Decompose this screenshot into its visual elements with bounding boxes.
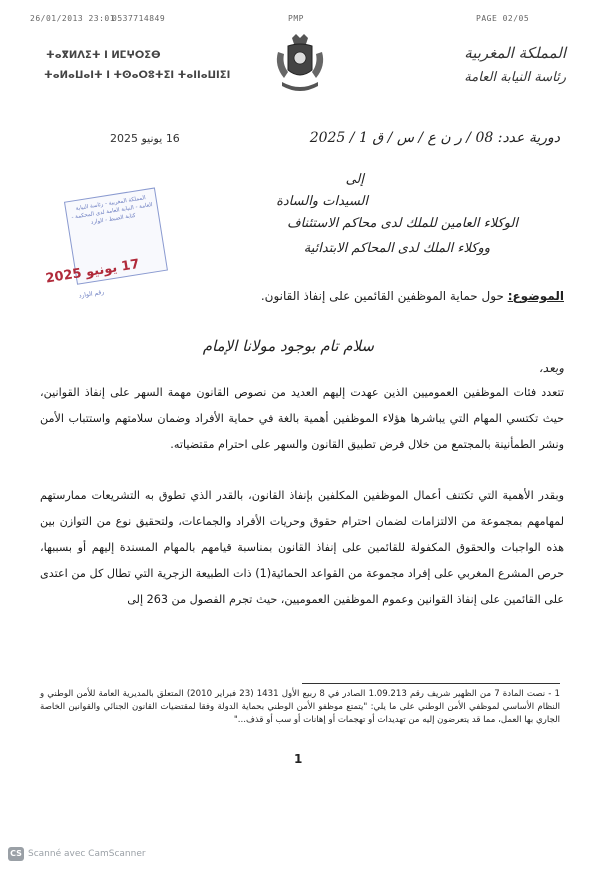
fax-number: 0537714849 (112, 14, 166, 23)
stamp-sub: رقم الوارد (78, 288, 105, 300)
recipient-to: إلى (345, 172, 364, 187)
kingdom-title: المملكة المغربية (464, 44, 566, 62)
subject-text: حول حماية الموظفين القائمين على إنفاذ القانون. (260, 289, 508, 303)
receipt-stamp (34, 187, 175, 313)
page-number: 1 (294, 752, 303, 766)
fax-sender: PMP (288, 14, 304, 23)
tifinagh-presidency: ⵜⴰⵍⴰⵡⴰⵏⵜ ⵏ ⵜⵙⴰⵔⵓⵜⵉⵏ ⵜⴰⵏⵏⴰⵡⵏⵉⵏ (44, 70, 231, 81)
presidency-title: رئاسة النيابة العامة (464, 70, 566, 85)
paragraph-2: وبقدر الأهمية التي تكتنف أعمال الموظفين المكلفين بإنفاذ القانون، بالقدر الذي تطوق به التشريعات ممارستهم لمهامهم بمجموعة من الالتزامات لضمان احترام حقوق وحريات الأفراد والجماعات، ولتحقيق نوع من التوازن بين هذه الواجبات والحقوق المكفولة للقائمين على إنفاذ القانون بمناسبة قيامهم بالمهام المسندة إليهم أو بسببها، حرص المشرع المغربي على إفراد مجموعة من القواعد الحمائية(1) ذات الطبيعة الزجرية التي تطال كل من اعتدى على القائمين على إنفاذ القوانين وعموم الموظفين العموميين، حيث تجرم الفصول من 263 إلى (40, 489, 565, 606)
paragraph-1: تتعدد فئات الموظفين العموميين الذين عهدت إليهم العديد من نصوص القانون مهمة السهر على إنفاذ القوانين، حيث تكتسي المهام التي يباشرها هؤلاء الموظفين أهمية بالغة في حماية الأفراد وضمان سلامتهم واستتباب الأمن ونشر الطمأنينة بالمجتمع من خلال فرض تطبيق القانون والسهر على احترام مقتضياته. (40, 386, 564, 451)
circular-reference: دورية عدد: 08 / ر ن ع / س / ق 1 / 2025 (309, 130, 560, 146)
recipient-line-2: الوكلاء العامين للملك لدى محاكم الاستئناف (287, 216, 518, 231)
stamp-date: 17 يونيو 2025 (44, 256, 141, 287)
footnote-divider (302, 683, 560, 684)
footnote: 1 - نصت المادة 7 من الظهير شريف رقم 1.09.213 الصادر في 8 ربيع الأول 1431 (23 فبراير 2010) المتعلق بالمديرية العامة للأمن الوطني و النظام الأساسي لموظفي الأمن الوطني على ما يلي: "يتمتع موظفو الأمن الوطني بحماية الدولة وفقا لمقتضيات القانون الجنائي والقوانين الخاصة الجاري بها العمل، مما قد يتعرضون إليه من تهديدات أو تهجمات أو إهانات أو سب أو قذف..." (40, 689, 560, 725)
camscanner-watermark: Scanné avec CamScanner (28, 849, 146, 859)
subject-label: الموضوع: (507, 289, 564, 303)
recipient-line-1: السيدات والسادة (276, 194, 368, 209)
camscanner-logo-icon: CS (8, 847, 24, 861)
subject-line (261, 289, 564, 303)
letter-date: 16 يونيو 2025 (110, 132, 180, 145)
stamp-box: المملكة المغربية - رئاسة النيابة العامة - النيابة العامة لدى المحكمة - كتابة الضبط - الوارد (64, 187, 168, 284)
tifinagh-kingdom: ⵜⴰⴳⵍⴷⵉⵜ ⵏ ⵍⵎⵖⵔⵉⴱ (46, 50, 161, 61)
greeting: سلام تام بوجود مولانا الإمام (202, 337, 374, 355)
fax-page: PAGE 02/05 (476, 14, 530, 23)
after-greeting: وبعد، (538, 361, 564, 375)
fax-datetime: 26/01/2013 23:01 (30, 14, 116, 23)
recipient-line-3: ووكلاء الملك لدى المحاكم الابتدائية (303, 241, 490, 256)
royal-emblem-icon (272, 32, 328, 96)
